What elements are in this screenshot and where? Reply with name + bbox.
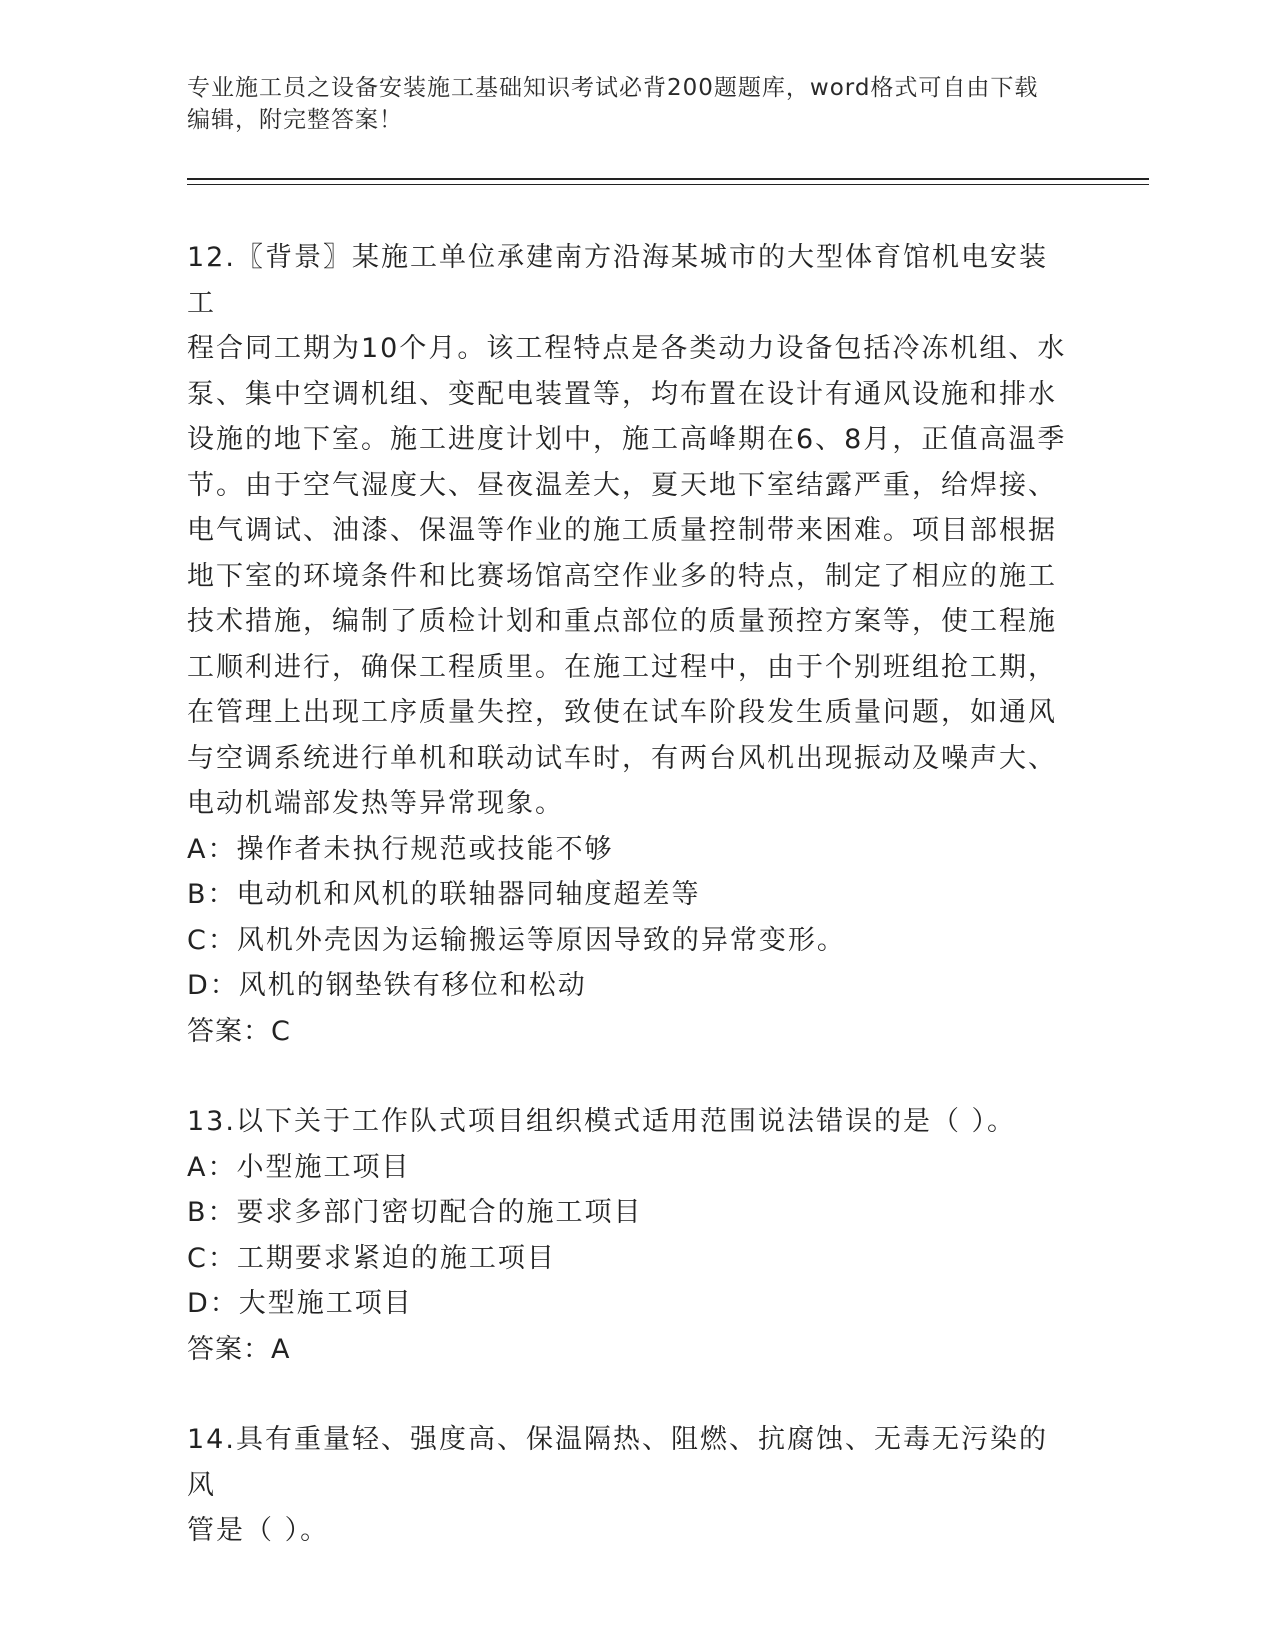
- answer: 答案：C: [187, 1015, 291, 1047]
- question-text-line: 与空调系统进行单机和联动试车时，有两台风机出现振动及噪声大、: [187, 742, 1057, 774]
- question-text-line: 泵、集中空调机组、变配电装置等，均布置在设计有通风设施和排水: [187, 378, 1057, 410]
- option-a: A：操作者未执行规范或技能不够: [187, 833, 614, 865]
- option-d: D：大型施工项目: [187, 1288, 413, 1319]
- option-d: D：风机的钢垫铁有移位和松动: [187, 970, 587, 1001]
- option-a: A：小型施工项目: [187, 1151, 411, 1183]
- question-text-line: 在管理上出现工序质量失控，致使在试车阶段发生质量问题，如通风: [187, 697, 1057, 728]
- question-text-line: 节。由于空气湿度大、昼夜温差大，夏天地下室结露严重，给焊接、: [187, 469, 1057, 501]
- question-text-line: 13.以下关于工作队式项目组织模式适用范围说法错误的是（ ）。: [187, 1106, 1017, 1137]
- option-b: B：要求多部门密切配合的施工项目: [187, 1197, 643, 1228]
- question-text-line: 工顺利进行，确保工程质里。在施工过程中，由于个别班组抢工期，: [187, 651, 1057, 683]
- question-14: [187, 1417, 1067, 1554]
- spacer: [187, 1054, 1067, 1099]
- question-text-line: 程合同工期为10个月。该工程特点是各类动力设备包括冷冻机组、水: [187, 333, 1067, 364]
- answer: 答案：A: [187, 1333, 291, 1365]
- option-b: B：电动机和风机的联轴器同轴度超差等: [187, 879, 701, 910]
- question-text-line: 12.〖背景〗某施工单位承建南方沿海某城市的大型体育馆机电安装工: [187, 242, 1048, 319]
- question-text-line: 14.具有重量轻、强度高、保温隔热、阻燃、抗腐蚀、无毒无污染的风: [187, 1424, 1048, 1501]
- question-text-line: 地下室的环境条件和比赛场馆高空作业多的特点，制定了相应的施工: [187, 560, 1057, 592]
- question-12: [187, 235, 1067, 1054]
- question-text-line: 电气调试、油漆、保温等作业的施工质量控制带来困难。项目部根据: [187, 515, 1057, 546]
- question-text-line: 技术措施，编制了质检计划和重点部位的质量预控方案等，使工程施: [187, 606, 1057, 637]
- header-line-1: 专业施工员之设备安装施工基础知识考试必背200题题库，word格式可自由下载: [187, 75, 1039, 101]
- option-c: C：工期要求紧迫的施工项目: [187, 1242, 556, 1274]
- question-13: [187, 1099, 1067, 1372]
- question-text-line: 电动机端部发热等异常现象。: [187, 788, 564, 819]
- header-line-2: 编辑，附完整答案！: [187, 107, 403, 133]
- question-text-line: 设施的地下室。施工进度计划中，施工高峰期在6、8月，正值高温季: [187, 424, 1067, 455]
- question-list: [187, 235, 1067, 1554]
- header-divider-thick: [187, 178, 1149, 180]
- question-text-line: 管是（ ）。: [187, 1515, 330, 1546]
- spacer: [187, 1372, 1067, 1417]
- option-c: C：风机外壳因为运输搬运等原因导致的异常变形。: [187, 924, 846, 956]
- header-divider-thin: [187, 184, 1149, 185]
- document-header: [187, 72, 1067, 136]
